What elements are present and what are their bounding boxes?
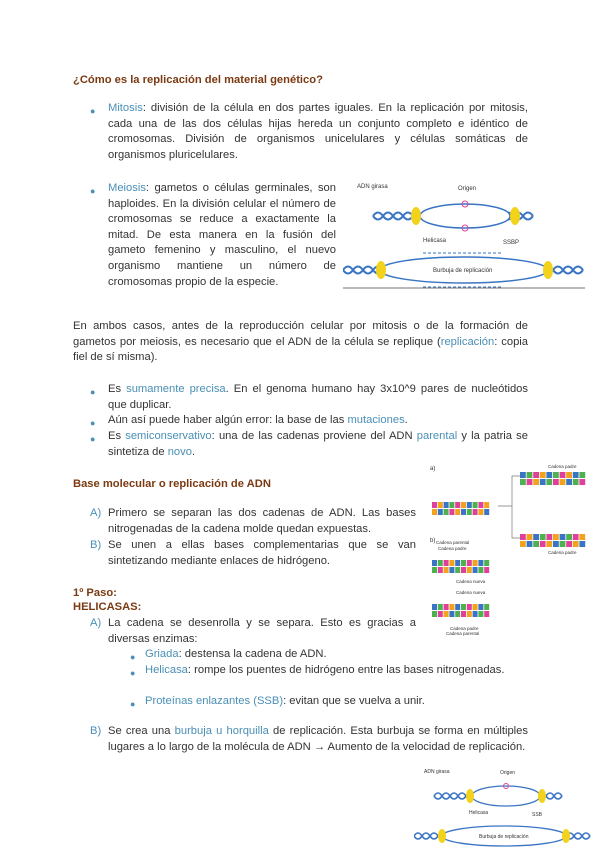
nucleotide-block [553, 534, 559, 540]
nucleotide-block [455, 509, 460, 515]
step-marker: A) [90, 507, 102, 519]
step-marker: B) [90, 539, 102, 551]
enzyme-text: : evitan que se vuelva a unir. [283, 695, 425, 707]
feature-term: novo [167, 445, 192, 458]
nucleotide-block [444, 611, 449, 617]
nucleotide-block [461, 567, 466, 573]
label-ssb-2: SSB [532, 812, 543, 818]
nucleotide-block [432, 509, 437, 515]
label-chain1: Cadena padre [548, 464, 577, 469]
bullet-icon: ● [90, 186, 96, 196]
nucleotide-block [573, 534, 579, 540]
nucleotide-block [484, 502, 489, 508]
label-bubble-2: Burbuja de replicación [479, 834, 529, 840]
nucleotide-block [540, 534, 546, 540]
feature-item-mutations [108, 413, 528, 429]
mitosis-term: Mitosis [108, 102, 143, 114]
nucleotide-block [560, 541, 566, 547]
nucleotide-block [478, 604, 483, 610]
nucleotide-block [579, 534, 585, 540]
replication-paragraph [73, 319, 528, 366]
feature-text: . [191, 445, 196, 458]
nucleotide-block [527, 534, 533, 540]
nucleotide-block [461, 502, 466, 508]
nucleotide-block [473, 509, 478, 515]
nucleotide-block [438, 502, 443, 508]
nucleotide-block [484, 611, 489, 617]
nucleotide-block [520, 534, 526, 540]
nucleotide-block [566, 479, 572, 485]
meiosis-term: Meiosis [108, 182, 146, 194]
feature-text: Es [108, 430, 126, 442]
nucleotide-block [566, 472, 572, 478]
nucleotide-block [473, 502, 478, 508]
semiconservative-figure [428, 462, 594, 638]
replication-bubble-figure-2 [414, 766, 594, 848]
feature-text: Es [108, 383, 127, 395]
nucleotide-block [527, 479, 533, 485]
feature-term: sumamente precisa [126, 383, 226, 395]
label-bubble: Burbuja de replicación [433, 268, 493, 274]
nucleotide-block [553, 472, 559, 478]
nucleotide-block [467, 604, 472, 610]
feature-term: parental [416, 430, 458, 442]
nucleotide-block [467, 611, 472, 617]
nucleotide-block [533, 534, 539, 540]
nucleotide-block [449, 611, 454, 617]
nucleotide-block [449, 509, 454, 515]
meiosis-item [108, 181, 336, 290]
nucleotide-block [473, 611, 478, 617]
nucleotide-block [438, 604, 443, 610]
nucleotide-block [461, 611, 466, 617]
helicasas-a-text: La cadena se desenrolla y se separa. Esto es gracias a diversas enzimas: [108, 617, 416, 645]
nucleotide-block [478, 567, 483, 573]
nucleotide-block [449, 560, 454, 566]
nucleotide-block [455, 502, 460, 508]
enzyme-text: : destensa la cadena de ADN. [178, 648, 327, 660]
bullet-icon: ● [130, 668, 136, 678]
panel-b-label: b) [430, 538, 436, 544]
nucleotide-block [478, 509, 483, 515]
nucleotide-block [444, 509, 449, 515]
section-heading-2: Base molecular o replicación de ADN [73, 478, 271, 490]
nucleotide-block [455, 567, 460, 573]
nucleotide-block [461, 509, 466, 515]
bullet-icon: ● [130, 652, 136, 662]
label-dna-gyrase-2: ADN girasa [424, 769, 450, 775]
step1-title: 1º Paso: [73, 587, 117, 599]
enzyme-text: : rompe los puentes de hidrógeno entre las bases nitrogenadas. [187, 664, 505, 676]
nucleotide-block [432, 604, 437, 610]
nucleotide-block [553, 541, 559, 547]
bullet-icon: ● [130, 699, 136, 709]
nucleotide-block [478, 560, 483, 566]
panel-a-label: a) [430, 466, 436, 472]
nucleotide-block [573, 541, 579, 547]
helicasas-b-text [108, 724, 528, 755]
nucleotide-block [573, 479, 579, 485]
nucleotide-block [461, 560, 466, 566]
nucleotide-block [546, 541, 552, 547]
feature-item-semiconservative [108, 429, 528, 460]
nucleotide-block [484, 604, 489, 610]
bubble-term: burbuja u horquilla [174, 725, 269, 737]
nucleotide-block [467, 509, 472, 515]
label-origin-2: Origen [500, 770, 516, 776]
replication-term: replicación [440, 335, 495, 348]
feature-text: y la patria se sintetiza de [108, 430, 528, 458]
feature-text: : una de las cadenas proviene del ADN [211, 430, 417, 442]
nucleotide-block [473, 567, 478, 573]
nucleotide-block [484, 560, 489, 566]
nucleotide-block [467, 560, 472, 566]
enzyme-gyrase [145, 647, 525, 663]
step-a-text: Primero se separan las dos cadenas de ADN. Las bases nitrogenadas de la cadena molde quedan expuestas. [108, 507, 416, 535]
label-dna-gyrase: ADN girasa [357, 184, 388, 190]
nucleotide-block [520, 479, 526, 485]
label-parental: Cadena parental [436, 540, 470, 545]
label-helicase-2: Helicasa [469, 810, 489, 816]
nucleotide-block [546, 472, 552, 478]
nucleotide-block [473, 560, 478, 566]
nucleotide-block [449, 567, 454, 573]
bullet-icon: ● [90, 387, 96, 397]
nucleotide-block [444, 560, 449, 566]
paragraph-text-1: En ambos casos, antes de la reproducción celular por mitosis o de la formación de gametos por meiosis, es necesario que el ADN de la célula se replique ( [73, 320, 528, 348]
label-new-chain2: Cadena nueva [456, 590, 486, 595]
label-new-chain: Cadena nueva [456, 579, 486, 584]
nucleotide-block [484, 509, 489, 515]
label-parental2: Cadena padre [438, 546, 467, 551]
bullet-icon: ● [90, 434, 96, 444]
nucleotide-block [484, 567, 489, 573]
nucleotide-block [438, 560, 443, 566]
bullet-icon: ● [90, 418, 96, 428]
nucleotide-block [432, 611, 437, 617]
feature-text: Aún así puede haber algún error: la base de las [108, 414, 348, 426]
nucleotide-block [444, 567, 449, 573]
nucleotide-block [467, 502, 472, 508]
nucleotide-block [432, 567, 437, 573]
paragraph-text-2: : copia fiel de sí misma). [73, 335, 528, 364]
enzyme-term: Helicasa [145, 664, 188, 676]
nucleotide-block [527, 472, 533, 478]
feature-term: mutaciones [347, 414, 405, 426]
label-chain2: Cadena padre [548, 550, 577, 555]
nucleotide-block [478, 502, 483, 508]
enzyme-term: Proteínas enlazantes (SSB) [145, 695, 284, 707]
nucleotide-block [540, 541, 546, 547]
mitosis-text: : división de la célula en dos partes iguales. En la replicación por mitosis, cada una de las dos células hijas hereda un conjunto completo e idéntico de cromosomas. División de organismos unicelulares y células somáticas de organismos pluricelulares. [108, 102, 528, 161]
label-helicase: Helicasa [423, 238, 447, 244]
section-heading: ¿Cómo es la replicación del material genético? [73, 74, 323, 86]
feature-text: . [404, 414, 408, 426]
nucleotide-block [579, 541, 585, 547]
nucleotide-block [566, 534, 572, 540]
nucleotide-block [432, 502, 437, 508]
nucleotide-block [461, 604, 466, 610]
nucleotide-block [438, 509, 443, 515]
nucleotide-block [566, 541, 572, 547]
bullet-icon: ● [90, 106, 96, 116]
nucleotide-block [520, 472, 526, 478]
nucleotide-block [540, 479, 546, 485]
nucleotide-block [579, 479, 585, 485]
step-marker: A) [90, 617, 102, 629]
nucleotide-block [573, 472, 579, 478]
nucleotide-block [432, 560, 437, 566]
nucleotide-block [449, 604, 454, 610]
feature-item-precise [108, 382, 528, 413]
nucleotide-block [527, 541, 533, 547]
nucleotide-block [455, 560, 460, 566]
nucleotide-block [533, 479, 539, 485]
label-origin: Origen [458, 186, 477, 192]
enzyme-ssb [145, 694, 525, 710]
enzyme-term: Griada [145, 648, 179, 660]
nucleotide-block [560, 534, 566, 540]
nucleotide-block [444, 604, 449, 610]
nucleotide-block [438, 611, 443, 617]
feature-text: . En el genoma humano hay 3x10^9 pares de nucleótidos que duplicar. [108, 383, 529, 411]
feature-term: semiconservativo [125, 430, 212, 442]
helicasas-b-part: de replicación. Esta burbuja se forma en múltiples lugares a lo largo de la molécula de ADN → Aumento de la velocidad de replicación. [108, 725, 528, 753]
label-ssbp: SSBP [503, 240, 520, 246]
label-bottom1: Cadena padre [450, 626, 479, 631]
nucleotide-block [540, 472, 546, 478]
nucleotide-block [579, 472, 585, 478]
nucleotide-block [533, 472, 539, 478]
nucleotide-block [467, 567, 472, 573]
nucleotide-block [560, 479, 566, 485]
meiosis-text: : gametos o células germinales, son haploides. En la división celular el número de cromosomas se reduce a exactamente la mitad. De esta manera en la fusión del gameto femenino y masculino, el nuevo organismo mantiene un número de cromosomas propio de la especie. [108, 182, 336, 288]
nucleotide-block [455, 604, 460, 610]
helicasas-title: HELICASAS: [73, 601, 142, 613]
nucleotide-block [560, 472, 566, 478]
nucleotide-block [444, 502, 449, 508]
nucleotide-block [553, 479, 559, 485]
step-b-text: Se unen a ellas bases complementarias que se van sintetizando mediante enlaces de hidrógeno. [108, 539, 416, 567]
nucleotide-block [520, 541, 526, 547]
nucleotide-block [478, 611, 483, 617]
nucleotide-block [546, 534, 552, 540]
nucleotide-block [546, 479, 552, 485]
enzyme-helicase [145, 663, 525, 679]
nucleotide-block [473, 604, 478, 610]
nucleotide-block [533, 541, 539, 547]
nucleotide-block [449, 502, 454, 508]
nucleotide-block [438, 567, 443, 573]
step-marker: B) [90, 725, 102, 737]
nucleotide-block [455, 611, 460, 617]
mitosis-item [108, 101, 528, 163]
replication-bubble-figure [343, 180, 585, 292]
label-bottom2: Cadena parental [446, 631, 480, 636]
helicasas-b-part: Se crea una [108, 725, 175, 737]
